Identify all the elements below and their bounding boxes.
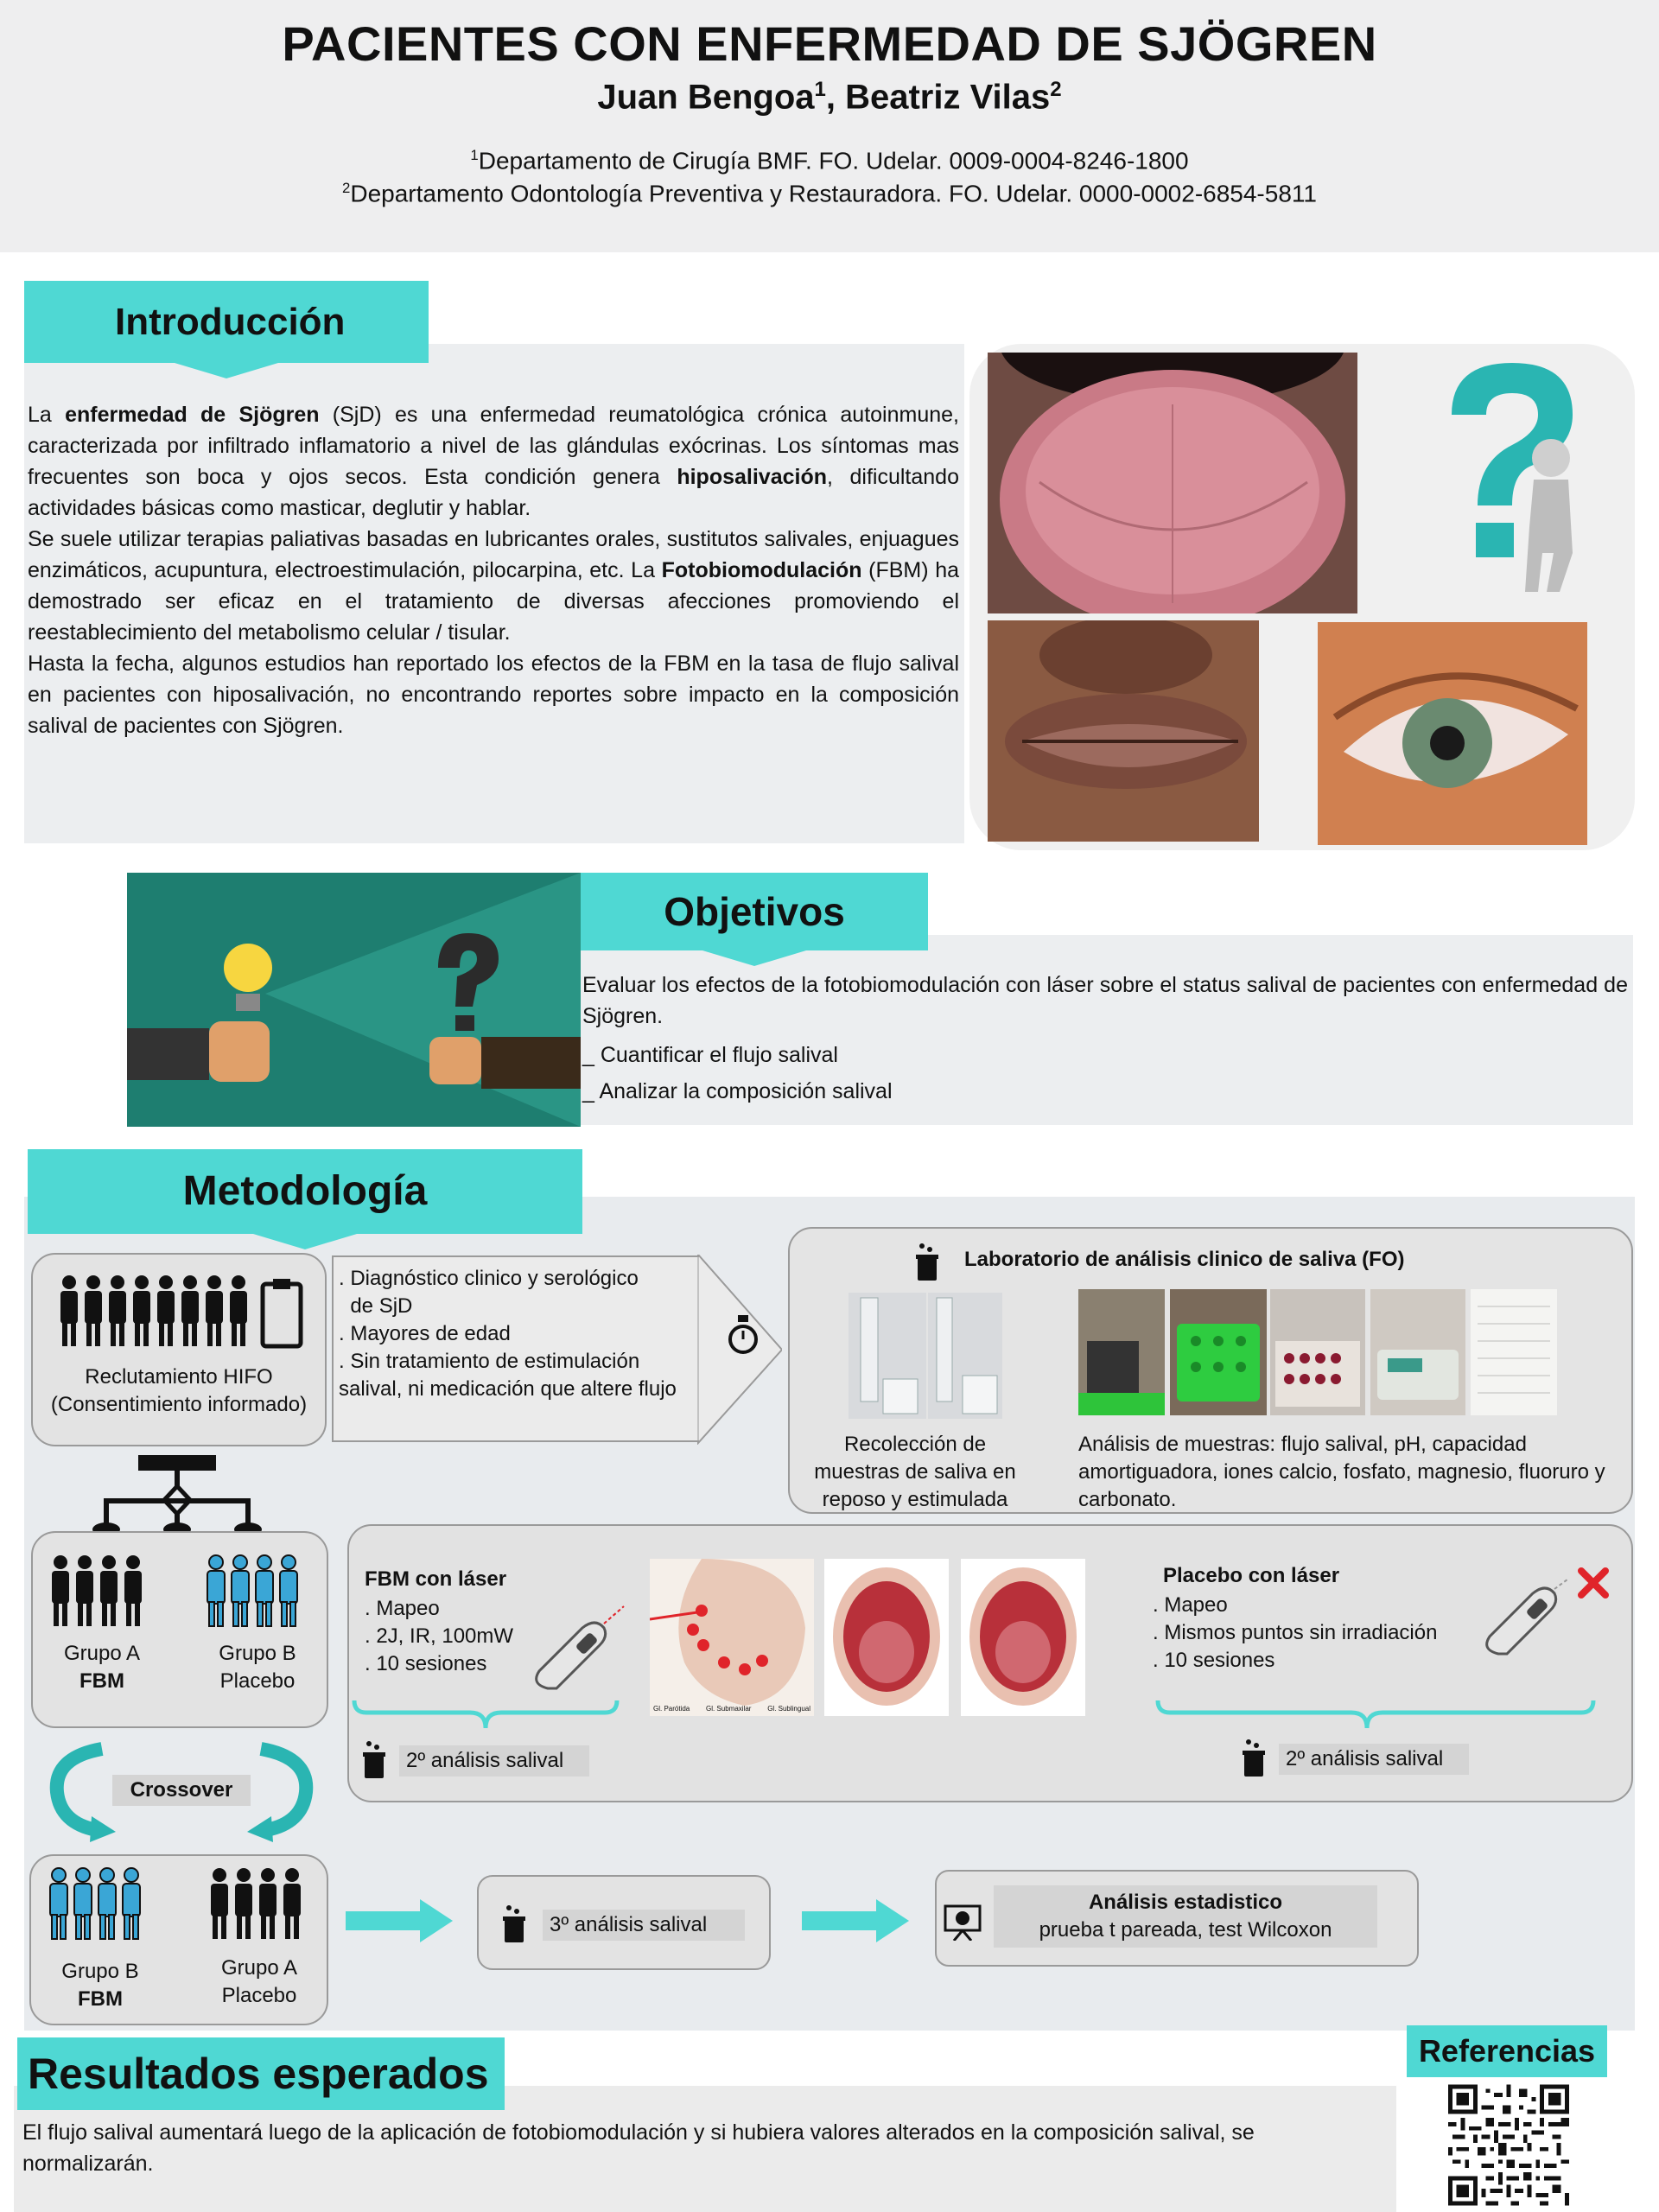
objectives-text: Evaluar los efectos de la fotobiomodulación con láser sobre el status salival de pacientes con enfermedad de Sjögren. xyxy=(582,973,1628,1028)
author-2: , Beatriz Vilas xyxy=(825,78,1051,117)
aff1-text: Departamento de Cirugía BMF. FO. Udelar. 0009-0004-8246-1800 xyxy=(478,147,1189,175)
flow-arrow-1 xyxy=(346,1899,453,1942)
poster-title: PACIENTES CON ENFERMEDAD DE SJÖGREN xyxy=(282,16,1377,71)
authors xyxy=(0,78,1659,117)
lab-collect-text: Recolección de muestras de saliva en reposo y estimulada xyxy=(814,1433,1016,1511)
intro-p1a: La xyxy=(28,403,66,427)
intro-p1d: hiposalivación xyxy=(677,465,828,489)
criteria-list xyxy=(339,1265,702,1403)
objectives-list xyxy=(582,1037,893,1109)
author-1: Juan Bengoa xyxy=(597,78,815,117)
gland-labels xyxy=(653,1705,810,1713)
dry-lips-image xyxy=(988,620,1259,842)
group-b2-label xyxy=(40,1958,161,2013)
group-a-people-icon xyxy=(48,1554,156,1631)
criteria-item: . Diagnóstico clinico y serológico xyxy=(339,1267,639,1290)
stats-sub: prueba t pareada, test Wilcoxon xyxy=(1039,1918,1332,1942)
saliva-tube-image-2 xyxy=(928,1293,1002,1419)
no-irradiation-x-icon xyxy=(1576,1566,1611,1600)
lab-title: Laboratorio de análisis clinico de saliva (FO) xyxy=(964,1248,1405,1271)
randomization-tree-icon xyxy=(86,1455,268,1541)
gland-label: Gl. Submaxilar xyxy=(705,1705,752,1713)
aff1-sup: 1 xyxy=(470,147,479,163)
analysis2-beaker-icon-left xyxy=(361,1740,387,1780)
lab-analysis-text: Análisis de muestras: flujo salival, pH, capacidad amortiguadora, iones calcio, fosfato, magnesio, fluoruro y carbonato. xyxy=(1078,1433,1605,1511)
intro-p1c: (SjD) es una enfermedad reumatológica crónica autoinmune, caracterizada por infiltrado inflamatorio a nivel de las glándulas exócrinas. Los síntomas mas frecuentes son boca y ojos secos. Esta condición genera xyxy=(28,403,959,489)
analysis2-label-left: 2º análisis salival xyxy=(399,1745,589,1777)
fbm-item: . 10 sesiones xyxy=(365,1652,487,1675)
analysis2-label-right: 2º análisis salival xyxy=(1279,1744,1469,1775)
author-1-sup: 1 xyxy=(814,78,826,101)
poster-header xyxy=(0,0,1659,252)
intro-p1b: enfermedad de Sjögren xyxy=(65,403,320,427)
analysis3-box xyxy=(477,1875,771,1970)
references-heading: Referencias xyxy=(1407,2025,1607,2077)
ph-meter-image xyxy=(1078,1289,1165,1415)
crossover-label: Crossover xyxy=(112,1775,251,1806)
gland-map-image xyxy=(650,1559,814,1716)
fbm-item: . 2J, IR, 100mW xyxy=(365,1624,514,1648)
stopwatch-icon xyxy=(728,1315,759,1358)
analysis3-beaker-icon xyxy=(501,1904,527,1944)
intro-p2c: (FBM) ha demostrado ser eficaz en el tratamiento de diversas afecciones promoviendo el reestablecimiento del metabolismo celular / tisular. xyxy=(28,558,959,645)
group-a2-label xyxy=(199,1955,320,2010)
criteria-item: de SjD xyxy=(339,1294,413,1318)
gland-label: Gl. Sublingual xyxy=(767,1705,810,1713)
group-b-name: Grupo B xyxy=(219,1642,296,1665)
fbm-item: . Mapeo xyxy=(365,1597,440,1620)
group-a2-sub: Placebo xyxy=(221,1984,297,2007)
fbm-bracket xyxy=(349,1697,626,1732)
group-a2-name: Grupo A xyxy=(220,1956,298,1980)
objective-item: _ Cuantificar el flujo salival xyxy=(582,1043,838,1067)
question-mark-figure-icon xyxy=(1400,354,1616,596)
treatment-box xyxy=(347,1524,1633,1802)
recruitment-box xyxy=(31,1253,327,1446)
placebo-item: . Mismos puntos sin irradiación xyxy=(1153,1621,1438,1644)
placebo-item: . 10 sesiones xyxy=(1153,1649,1275,1672)
group-b2-people-icon xyxy=(47,1866,154,1944)
fbm-items xyxy=(365,1595,513,1678)
dry-eye-image xyxy=(1318,622,1587,845)
spectrophotometer-image xyxy=(1370,1289,1465,1415)
aff2-sup: 2 xyxy=(342,180,351,196)
intro-text xyxy=(28,399,959,741)
dry-tongue-image xyxy=(988,353,1357,613)
placebo-item: . Mapeo xyxy=(1153,1593,1228,1617)
microplate-image xyxy=(1270,1289,1365,1415)
affiliation-1 xyxy=(0,147,1659,175)
open-mouth-image-1 xyxy=(824,1559,949,1716)
analysis2-beaker-icon-right xyxy=(1241,1738,1267,1778)
criteria-item: . Mayores de edad xyxy=(339,1322,511,1345)
objectives-heading: Objetivos xyxy=(581,873,928,950)
group-a-sub: FBM xyxy=(79,1669,124,1693)
group-b-sub: Placebo xyxy=(219,1669,296,1693)
objective-item: _ Analizar la composición salival xyxy=(582,1079,893,1103)
stats-box xyxy=(935,1870,1419,1967)
flow-arrow-2 xyxy=(802,1899,909,1942)
lab-box xyxy=(788,1227,1633,1514)
criteria-item: . Sin tratamiento de estimulación salival, ni medicación que altere flujo xyxy=(339,1350,677,1401)
intro-p2b: Fotobiomodulación xyxy=(661,558,862,582)
results-heading: Resultados esperados xyxy=(17,2037,505,2110)
laser-device-off-icon xyxy=(1472,1567,1585,1662)
open-mouth-image-2 xyxy=(961,1559,1085,1716)
intro-heading: Introducción xyxy=(24,281,429,363)
references-qr-code[interactable] xyxy=(1448,2082,1569,2208)
placebo-items xyxy=(1153,1592,1437,1675)
results-sheet-image xyxy=(1471,1289,1557,1415)
placebo-bracket xyxy=(1153,1697,1602,1732)
group-b2-name: Grupo B xyxy=(61,1960,139,1983)
stats-title: Análisis estadistico xyxy=(1088,1891,1283,1914)
lab-beaker-icon xyxy=(914,1243,940,1282)
methodology-heading: Metodología xyxy=(28,1149,582,1234)
group-b-label xyxy=(197,1640,318,1695)
saliva-tube-image-1 xyxy=(849,1293,926,1419)
group-b2-sub: FBM xyxy=(78,1987,123,2011)
placebo-title: Placebo con láser xyxy=(1163,1564,1340,1587)
recruitment-text: Reclutamiento HIFO (Consentimiento informado) xyxy=(50,1365,308,1416)
author-2-sup: 2 xyxy=(1050,78,1062,101)
group-a-label xyxy=(41,1640,162,1695)
laser-device-icon xyxy=(522,1602,626,1697)
group-b-people-icon xyxy=(204,1554,311,1631)
intro-p1e: , dificultando actividades básicas como masticar, deglutir y hablar. xyxy=(28,465,959,520)
results-text: El flujo salival aumentará luego de la aplicación de fotobiomodulación y si hubiera valores alterados en la composición salival, se normalizarán. xyxy=(22,2120,1255,2176)
group-a-name: Grupo A xyxy=(63,1642,141,1665)
intro-p3: Hasta la fecha, algunos estudios han reportado los efectos de la FBM en la tasa de flujo salival en pacientes con hiposalivación, no encontrando reportes sobre impacto en la composición salival de pacientes con Sjögren. xyxy=(28,652,959,738)
analysis3-label: 3º análisis salival xyxy=(543,1910,745,1941)
gland-label: Gl. Parótida xyxy=(653,1705,690,1713)
group-a2-people-icon xyxy=(207,1866,315,1944)
people-group-icon xyxy=(57,1274,308,1351)
stats-label xyxy=(994,1885,1377,1948)
fbm-title: FBM con láser xyxy=(365,1567,507,1591)
intro-p2: Se suele utilizar terapias paliativas basadas en lubricantes orales, sustitutos salivales, enjuagues enzimáticos, acupuntura, electroestimulación, pilocarpina, etc. La xyxy=(28,527,959,582)
affiliation-2 xyxy=(0,180,1659,207)
groups-box xyxy=(31,1531,328,1728)
objectives-illustration xyxy=(127,873,581,1127)
crossover-groups-box xyxy=(29,1854,328,2025)
aff2-text: Departamento Odontología Preventiva y Restauradora. FO. Udelar. 0000-0002-6854-5811 xyxy=(350,180,1317,207)
tube-rack-image xyxy=(1170,1289,1267,1415)
presentation-chart-icon xyxy=(944,1903,982,1941)
